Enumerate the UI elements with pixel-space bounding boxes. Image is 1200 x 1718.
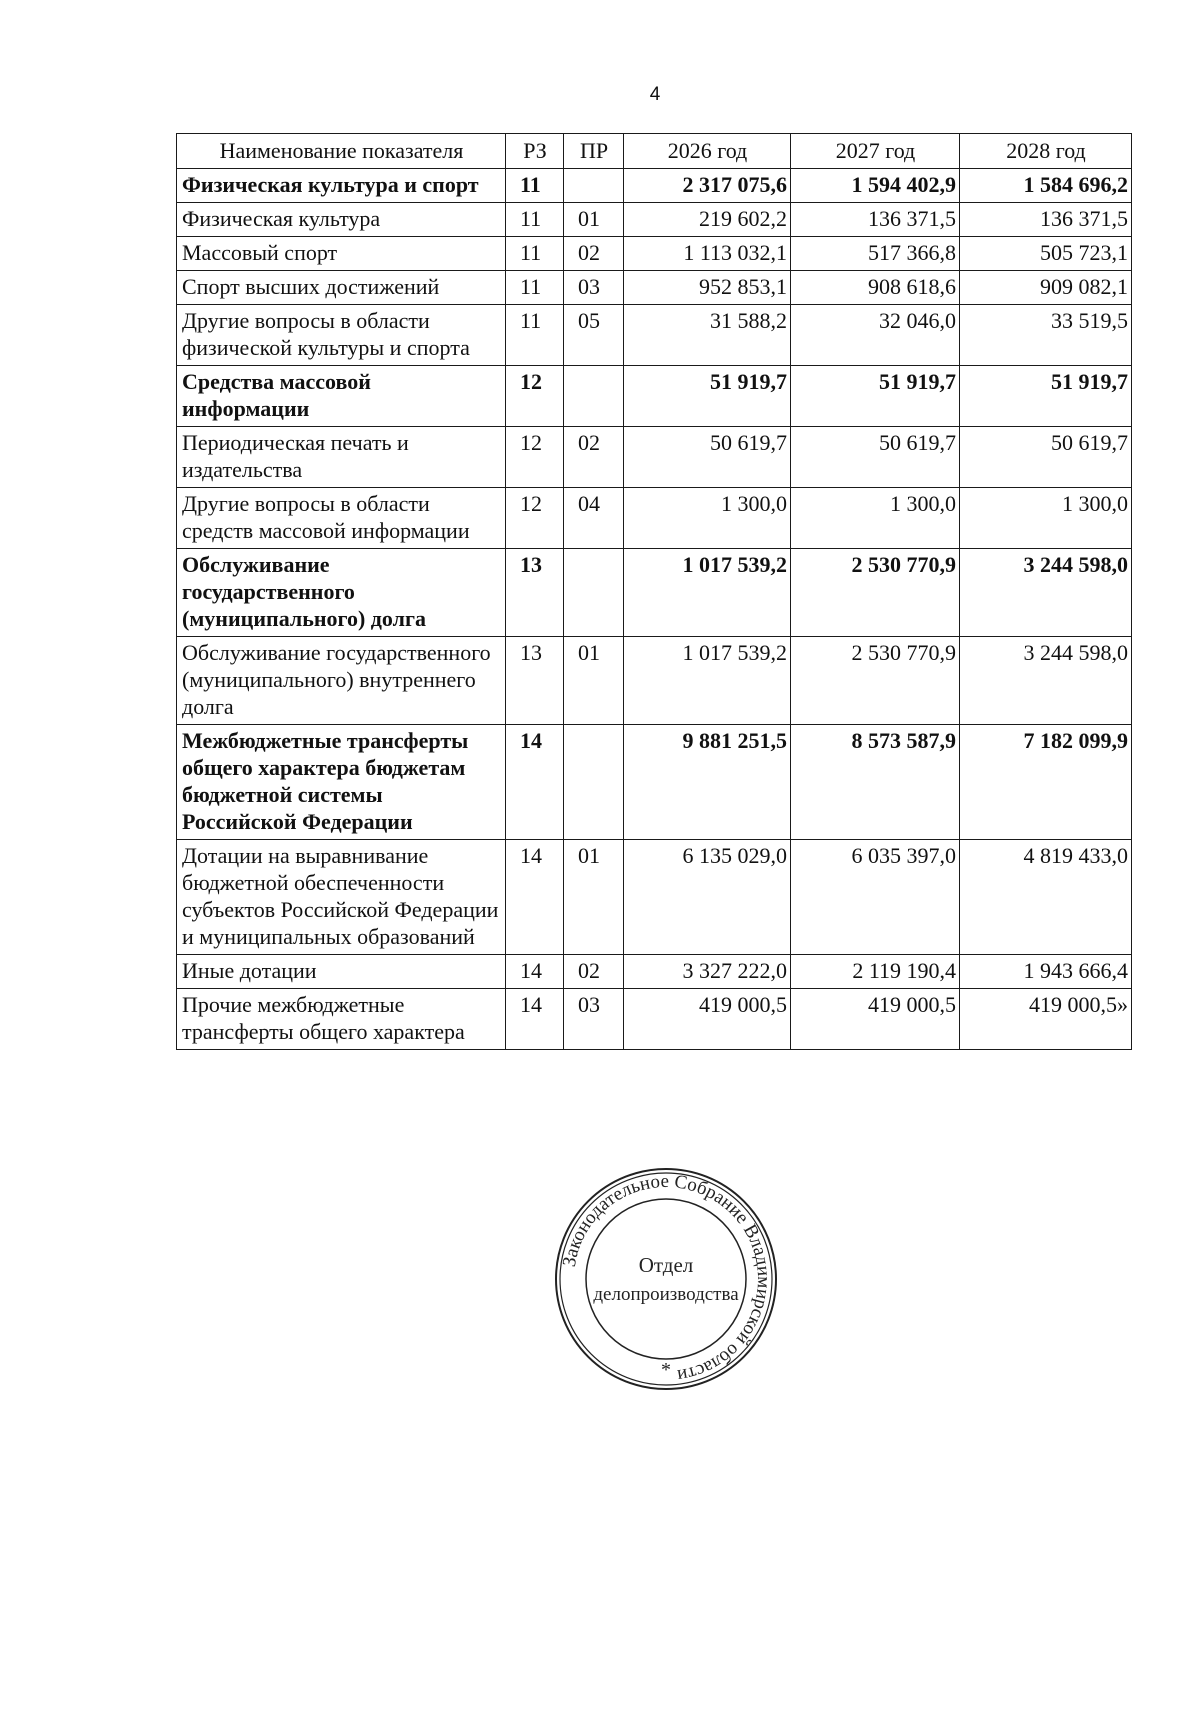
header-2028: 2028 год	[960, 134, 1132, 169]
row-value-2026: 51 919,7	[624, 366, 791, 427]
row-value-2026: 1 017 539,2	[624, 637, 791, 725]
row-rz: 11	[506, 305, 564, 366]
row-rz: 14	[506, 840, 564, 955]
table-row	[177, 840, 1132, 955]
row-value-2026: 3 327 222,0	[624, 955, 791, 989]
row-value-2027: 2 119 190,4	[791, 955, 960, 989]
department-stamp	[553, 1166, 779, 1392]
row-name: Средства массовой информации	[177, 366, 506, 427]
row-value-2027: 1 594 402,9	[791, 169, 960, 203]
row-pr: 02	[564, 427, 624, 488]
row-value-2027: 908 618,6	[791, 271, 960, 305]
row-pr	[564, 169, 624, 203]
row-value-2027: 419 000,5	[791, 989, 960, 1050]
row-rz: 11	[506, 203, 564, 237]
row-rz: 13	[506, 549, 564, 637]
row-pr: 01	[564, 840, 624, 955]
row-name: Периодическая печать и издательства	[177, 427, 506, 488]
row-value-2026: 1 017 539,2	[624, 549, 791, 637]
row-value-2026: 9 881 251,5	[624, 725, 791, 840]
table-row	[177, 955, 1132, 989]
row-value-2027: 51 919,7	[791, 366, 960, 427]
row-value-2026: 952 853,1	[624, 271, 791, 305]
row-name: Дотации на выравнивание бюджетной обеспеченности субъектов Российской Федерации и муниципальных образований	[177, 840, 506, 955]
row-value-2028: 50 619,7	[960, 427, 1132, 488]
row-pr: 05	[564, 305, 624, 366]
budget-table	[176, 133, 1132, 1050]
row-value-2027: 8 573 587,9	[791, 725, 960, 840]
table-row	[177, 305, 1132, 366]
row-name: Физическая культура	[177, 203, 506, 237]
row-value-2028: 7 182 099,9	[960, 725, 1132, 840]
table-section-row	[177, 169, 1132, 203]
row-value-2026: 31 588,2	[624, 305, 791, 366]
header-2026: 2026 год	[624, 134, 791, 169]
row-value-2026: 1 113 032,1	[624, 237, 791, 271]
stamp-star: *	[661, 1359, 671, 1381]
row-value-2026: 2 317 075,6	[624, 169, 791, 203]
row-value-2028: 33 519,5	[960, 305, 1132, 366]
row-value-2027: 2 530 770,9	[791, 549, 960, 637]
row-name: Другие вопросы в области средств массовой информации	[177, 488, 506, 549]
stamp-outer-ring	[556, 1169, 776, 1389]
row-rz: 11	[506, 237, 564, 271]
row-pr: 02	[564, 237, 624, 271]
table-header-row	[177, 134, 1132, 169]
page-number: 4	[649, 84, 661, 105]
table-row	[177, 237, 1132, 271]
row-value-2026: 6 135 029,0	[624, 840, 791, 955]
row-pr: 03	[564, 989, 624, 1050]
row-value-2028: 1 584 696,2	[960, 169, 1132, 203]
row-value-2028: 1 943 666,4	[960, 955, 1132, 989]
table-body	[177, 169, 1132, 1050]
row-rz: 11	[506, 169, 564, 203]
row-rz: 12	[506, 488, 564, 549]
row-rz: 14	[506, 989, 564, 1050]
row-rz: 12	[506, 427, 564, 488]
row-value-2028: 909 082,1	[960, 271, 1132, 305]
row-value-2027: 2 530 770,9	[791, 637, 960, 725]
stamp-center-line1: Отдел	[638, 1253, 694, 1277]
row-name: Обслуживание государственного (муниципального) внутреннего долга	[177, 637, 506, 725]
header-rz: РЗ	[506, 134, 564, 169]
row-value-2027: 50 619,7	[791, 427, 960, 488]
row-pr: 03	[564, 271, 624, 305]
stamp-ring-text: Законодательное Собрание Владимирской области	[558, 1170, 775, 1387]
table-row	[177, 203, 1132, 237]
table-row	[177, 271, 1132, 305]
row-value-2028: 419 000,5»	[960, 989, 1132, 1050]
row-name: Иные дотации	[177, 955, 506, 989]
header-name: Наименование показателя	[177, 134, 506, 169]
row-name: Межбюджетные трансферты общего характера бюджетам бюджетной системы Российской Федерации	[177, 725, 506, 840]
row-rz: 14	[506, 725, 564, 840]
row-value-2027: 517 366,8	[791, 237, 960, 271]
row-value-2026: 50 619,7	[624, 427, 791, 488]
row-value-2028: 1 300,0	[960, 488, 1132, 549]
table-row	[177, 427, 1132, 488]
row-name: Массовый спорт	[177, 237, 506, 271]
row-name: Прочие межбюджетные трансферты общего характера	[177, 989, 506, 1050]
row-value-2027: 136 371,5	[791, 203, 960, 237]
row-rz: 12	[506, 366, 564, 427]
row-value-2028: 3 244 598,0	[960, 549, 1132, 637]
row-value-2028: 3 244 598,0	[960, 637, 1132, 725]
row-value-2028: 51 919,7	[960, 366, 1132, 427]
row-rz: 11	[506, 271, 564, 305]
table-row	[177, 637, 1132, 725]
table-section-row	[177, 549, 1132, 637]
table-row	[177, 488, 1132, 549]
row-name: Обслуживание государственного (муниципального) долга	[177, 549, 506, 637]
row-value-2028: 505 723,1	[960, 237, 1132, 271]
table-row	[177, 989, 1132, 1050]
row-name: Физическая культура и спорт	[177, 169, 506, 203]
row-pr: 01	[564, 637, 624, 725]
row-pr: 02	[564, 955, 624, 989]
row-value-2026: 1 300,0	[624, 488, 791, 549]
row-value-2026: 219 602,2	[624, 203, 791, 237]
row-value-2027: 32 046,0	[791, 305, 960, 366]
row-value-2026: 419 000,5	[624, 989, 791, 1050]
table-section-row	[177, 366, 1132, 427]
row-rz: 14	[506, 955, 564, 989]
row-pr: 04	[564, 488, 624, 549]
row-pr	[564, 549, 624, 637]
row-value-2028: 4 819 433,0	[960, 840, 1132, 955]
row-pr	[564, 366, 624, 427]
row-value-2028: 136 371,5	[960, 203, 1132, 237]
row-pr	[564, 725, 624, 840]
stamp-center-line2: делопроизводства	[593, 1284, 739, 1305]
row-value-2027: 1 300,0	[791, 488, 960, 549]
header-2027: 2027 год	[791, 134, 960, 169]
row-name: Другие вопросы в области физической культуры и спорта	[177, 305, 506, 366]
header-pr: ПР	[564, 134, 624, 169]
table-section-row	[177, 725, 1132, 840]
row-name: Спорт высших достижений	[177, 271, 506, 305]
row-value-2027: 6 035 397,0	[791, 840, 960, 955]
row-pr: 01	[564, 203, 624, 237]
stamp-inner-ring	[586, 1199, 746, 1359]
row-rz: 13	[506, 637, 564, 725]
